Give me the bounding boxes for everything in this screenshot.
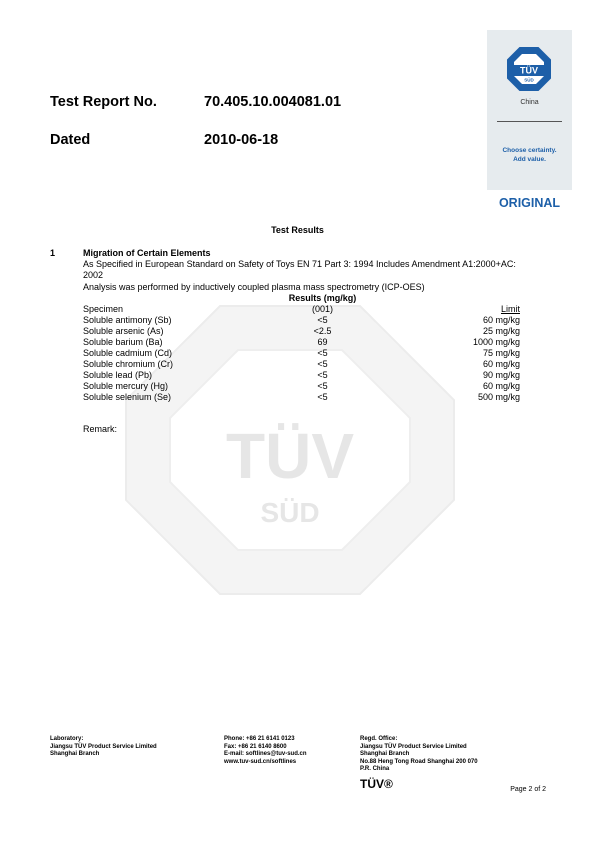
test-results-title: Test Results	[271, 225, 324, 235]
footer-laboratory	[50, 736, 157, 759]
footer-lab-label: Laboratory:	[50, 736, 84, 742]
element-limit: 500 mg/kg	[477, 392, 520, 402]
element-name: Soluble antimony (Sb)	[83, 315, 172, 325]
sample-column-header: (001)	[311, 304, 333, 314]
dated-value: 2010-06-18	[204, 132, 279, 148]
footer-regd-branch: Shanghai Branch	[360, 751, 410, 758]
logo-mark-bottom: SÜD	[524, 77, 534, 83]
element-limit: 60 mg/kg	[482, 315, 520, 325]
table-row	[0, 326, 595, 336]
element-name: Soluble barium (Ba)	[83, 337, 163, 347]
footer-contact	[224, 736, 307, 766]
table-row	[0, 315, 595, 325]
element-limit: 75 mg/kg	[482, 348, 520, 358]
remark-label: Remark:	[83, 424, 118, 434]
footer-regd-name: Jiangsu TÜV Product Service Limited	[360, 743, 467, 750]
table-row	[0, 348, 595, 358]
footer-registered-office	[360, 736, 478, 774]
element-name: Soluble arsenic (As)	[83, 326, 164, 336]
element-result: <2.5	[313, 326, 332, 336]
element-name: Soluble lead (Pb)	[83, 370, 153, 380]
table-row	[0, 359, 595, 369]
logo-city: China	[520, 99, 539, 106]
report-number-value: 70.405.10.004081.01	[204, 94, 342, 110]
element-limit: 90 mg/kg	[482, 370, 520, 380]
footer-regd-label: Regd. Office:	[360, 736, 398, 742]
footer-regd-address: No.88 Heng Tong Road Shanghai 200 070	[360, 758, 478, 765]
section-description: As Specified in European Standard on Safety of Toys EN 71 Part 3: 1994 Includes Amendment A1:2000+AC: 2002	[83, 259, 516, 280]
element-name: Soluble chromium (Cr)	[83, 359, 174, 369]
table-row	[0, 392, 595, 402]
original-stamp: ORIGINAL	[498, 196, 561, 210]
element-limit: 25 mg/kg	[482, 326, 520, 336]
limit-column-header: Limit	[500, 304, 520, 314]
footer-email[interactable]: E-mail: softlines@tuv-sud.cn	[224, 751, 307, 758]
watermark-text-top: TÜV	[226, 420, 354, 492]
element-limit: 60 mg/kg	[482, 381, 520, 391]
element-limit: 1000 mg/kg	[472, 337, 520, 347]
logo-panel	[487, 30, 572, 190]
footer-fax: Fax: +86 21 6140 8600	[224, 743, 287, 750]
element-result: <5	[317, 381, 328, 391]
element-result: 69	[317, 337, 328, 347]
section-number: 1	[50, 248, 56, 258]
table-row	[0, 381, 595, 391]
report-number-label: Test Report No.	[50, 94, 157, 110]
analysis-method: Analysis was performed by inductively coupled plasma mass spectrometry (ICP-OES)	[83, 282, 425, 292]
footer-tuv-logo-icon	[360, 776, 404, 791]
logo-divider	[497, 121, 562, 122]
section-title: Migration of Certain Elements	[83, 248, 211, 258]
element-result: <5	[317, 348, 328, 358]
dated-label: Dated	[50, 132, 91, 148]
element-result: <5	[317, 392, 328, 402]
tuv-sud-logo-icon	[506, 46, 552, 92]
footer-phone: Phone: +86 21 6141 0123	[224, 736, 295, 742]
logo-mark-top: TÜV	[520, 65, 538, 76]
element-result: <5	[317, 370, 328, 380]
specimen-column-header: Specimen	[83, 304, 124, 314]
table-row	[0, 370, 595, 380]
slogan	[487, 146, 572, 164]
table-row	[0, 337, 595, 347]
element-name: Soluble mercury (Hg)	[83, 381, 169, 391]
results-header: Results (mg/kg)	[288, 293, 357, 303]
table-header-row	[0, 304, 595, 314]
slogan-line-2: Add value.	[513, 156, 546, 163]
footer-lab-branch: Shanghai Branch	[50, 751, 100, 758]
page-number: Page 2 of 2	[510, 786, 546, 793]
footer-regd-country: P.R. China	[360, 766, 390, 773]
element-result: <5	[317, 315, 328, 325]
element-name: Soluble cadmium (Cd)	[83, 348, 173, 358]
watermark-text-bottom: SÜD	[260, 497, 320, 528]
footer-logo-text: TÜV®	[360, 777, 393, 791]
element-limit: 60 mg/kg	[482, 359, 520, 369]
slogan-line-1: Choose certainty.	[502, 147, 557, 154]
footer-website[interactable]: www.tuv-sud.cn/softlines	[224, 758, 297, 765]
element-result: <5	[317, 359, 328, 369]
element-name: Soluble selenium (Se)	[83, 392, 172, 402]
footer-lab-name: Jiangsu TÜV Product Service Limited	[50, 743, 157, 750]
